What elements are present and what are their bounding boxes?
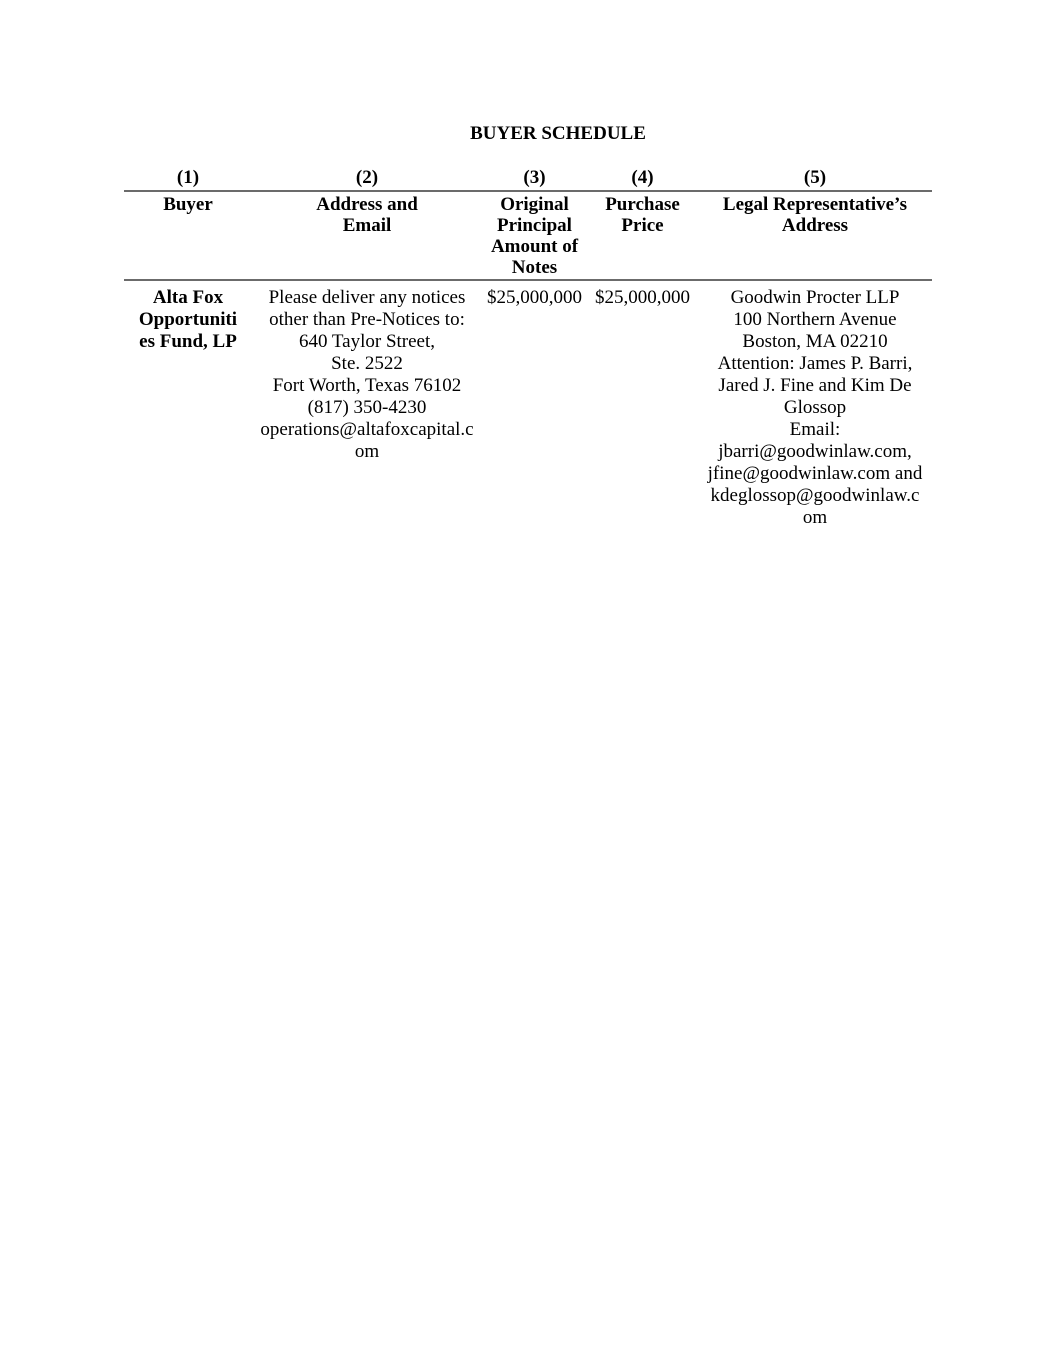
column-number-2: (2): [252, 167, 482, 191]
cell-purchase-price: $25,000,000: [595, 287, 690, 308]
header-address-and-email: Address and Email: [252, 191, 482, 280]
column-number-5: (5): [698, 167, 932, 191]
header-buyer: Buyer: [124, 191, 252, 280]
cell-original-principal-amount: $25,000,000: [487, 287, 582, 308]
buyer-schedule-table: [124, 167, 932, 529]
column-numbers-row: [124, 167, 932, 191]
column-number-3: (3): [482, 167, 587, 191]
header-legal-representatives-address: Legal Representative’s Address: [698, 191, 932, 280]
header-purchase-price: Purchase Price: [587, 191, 698, 280]
table-row: [124, 280, 932, 529]
page-title: BUYER SCHEDULE: [470, 123, 646, 144]
header-row: [124, 191, 932, 280]
cell-buyer-name: Alta Fox Opportuniti es Fund, LP: [138, 287, 238, 352]
column-number-4: (4): [587, 167, 698, 191]
header-original-principal-amount-of-notes: Original Principal Amount of Notes: [482, 191, 587, 280]
cell-legal-representatives-address: Goodwin Procter LLP 100 Northern Avenue Boston, MA 02210 Attention: James P. Barri, Jared J. Fine and Kim De Glossop Email: jbarri@goodwinlaw.com, jfine@goodwinlaw.com and kdeglossop@goodwinlaw.c om: [707, 287, 923, 528]
cell-address-and-email: Please deliver any notices other than Pre-Notices to: 640 Taylor Street, Ste. 2522 Fort Worth, Texas 76102 (817) 350-4230 operations@altafoxcapital.c om: [260, 287, 474, 462]
column-number-1: (1): [124, 167, 252, 191]
